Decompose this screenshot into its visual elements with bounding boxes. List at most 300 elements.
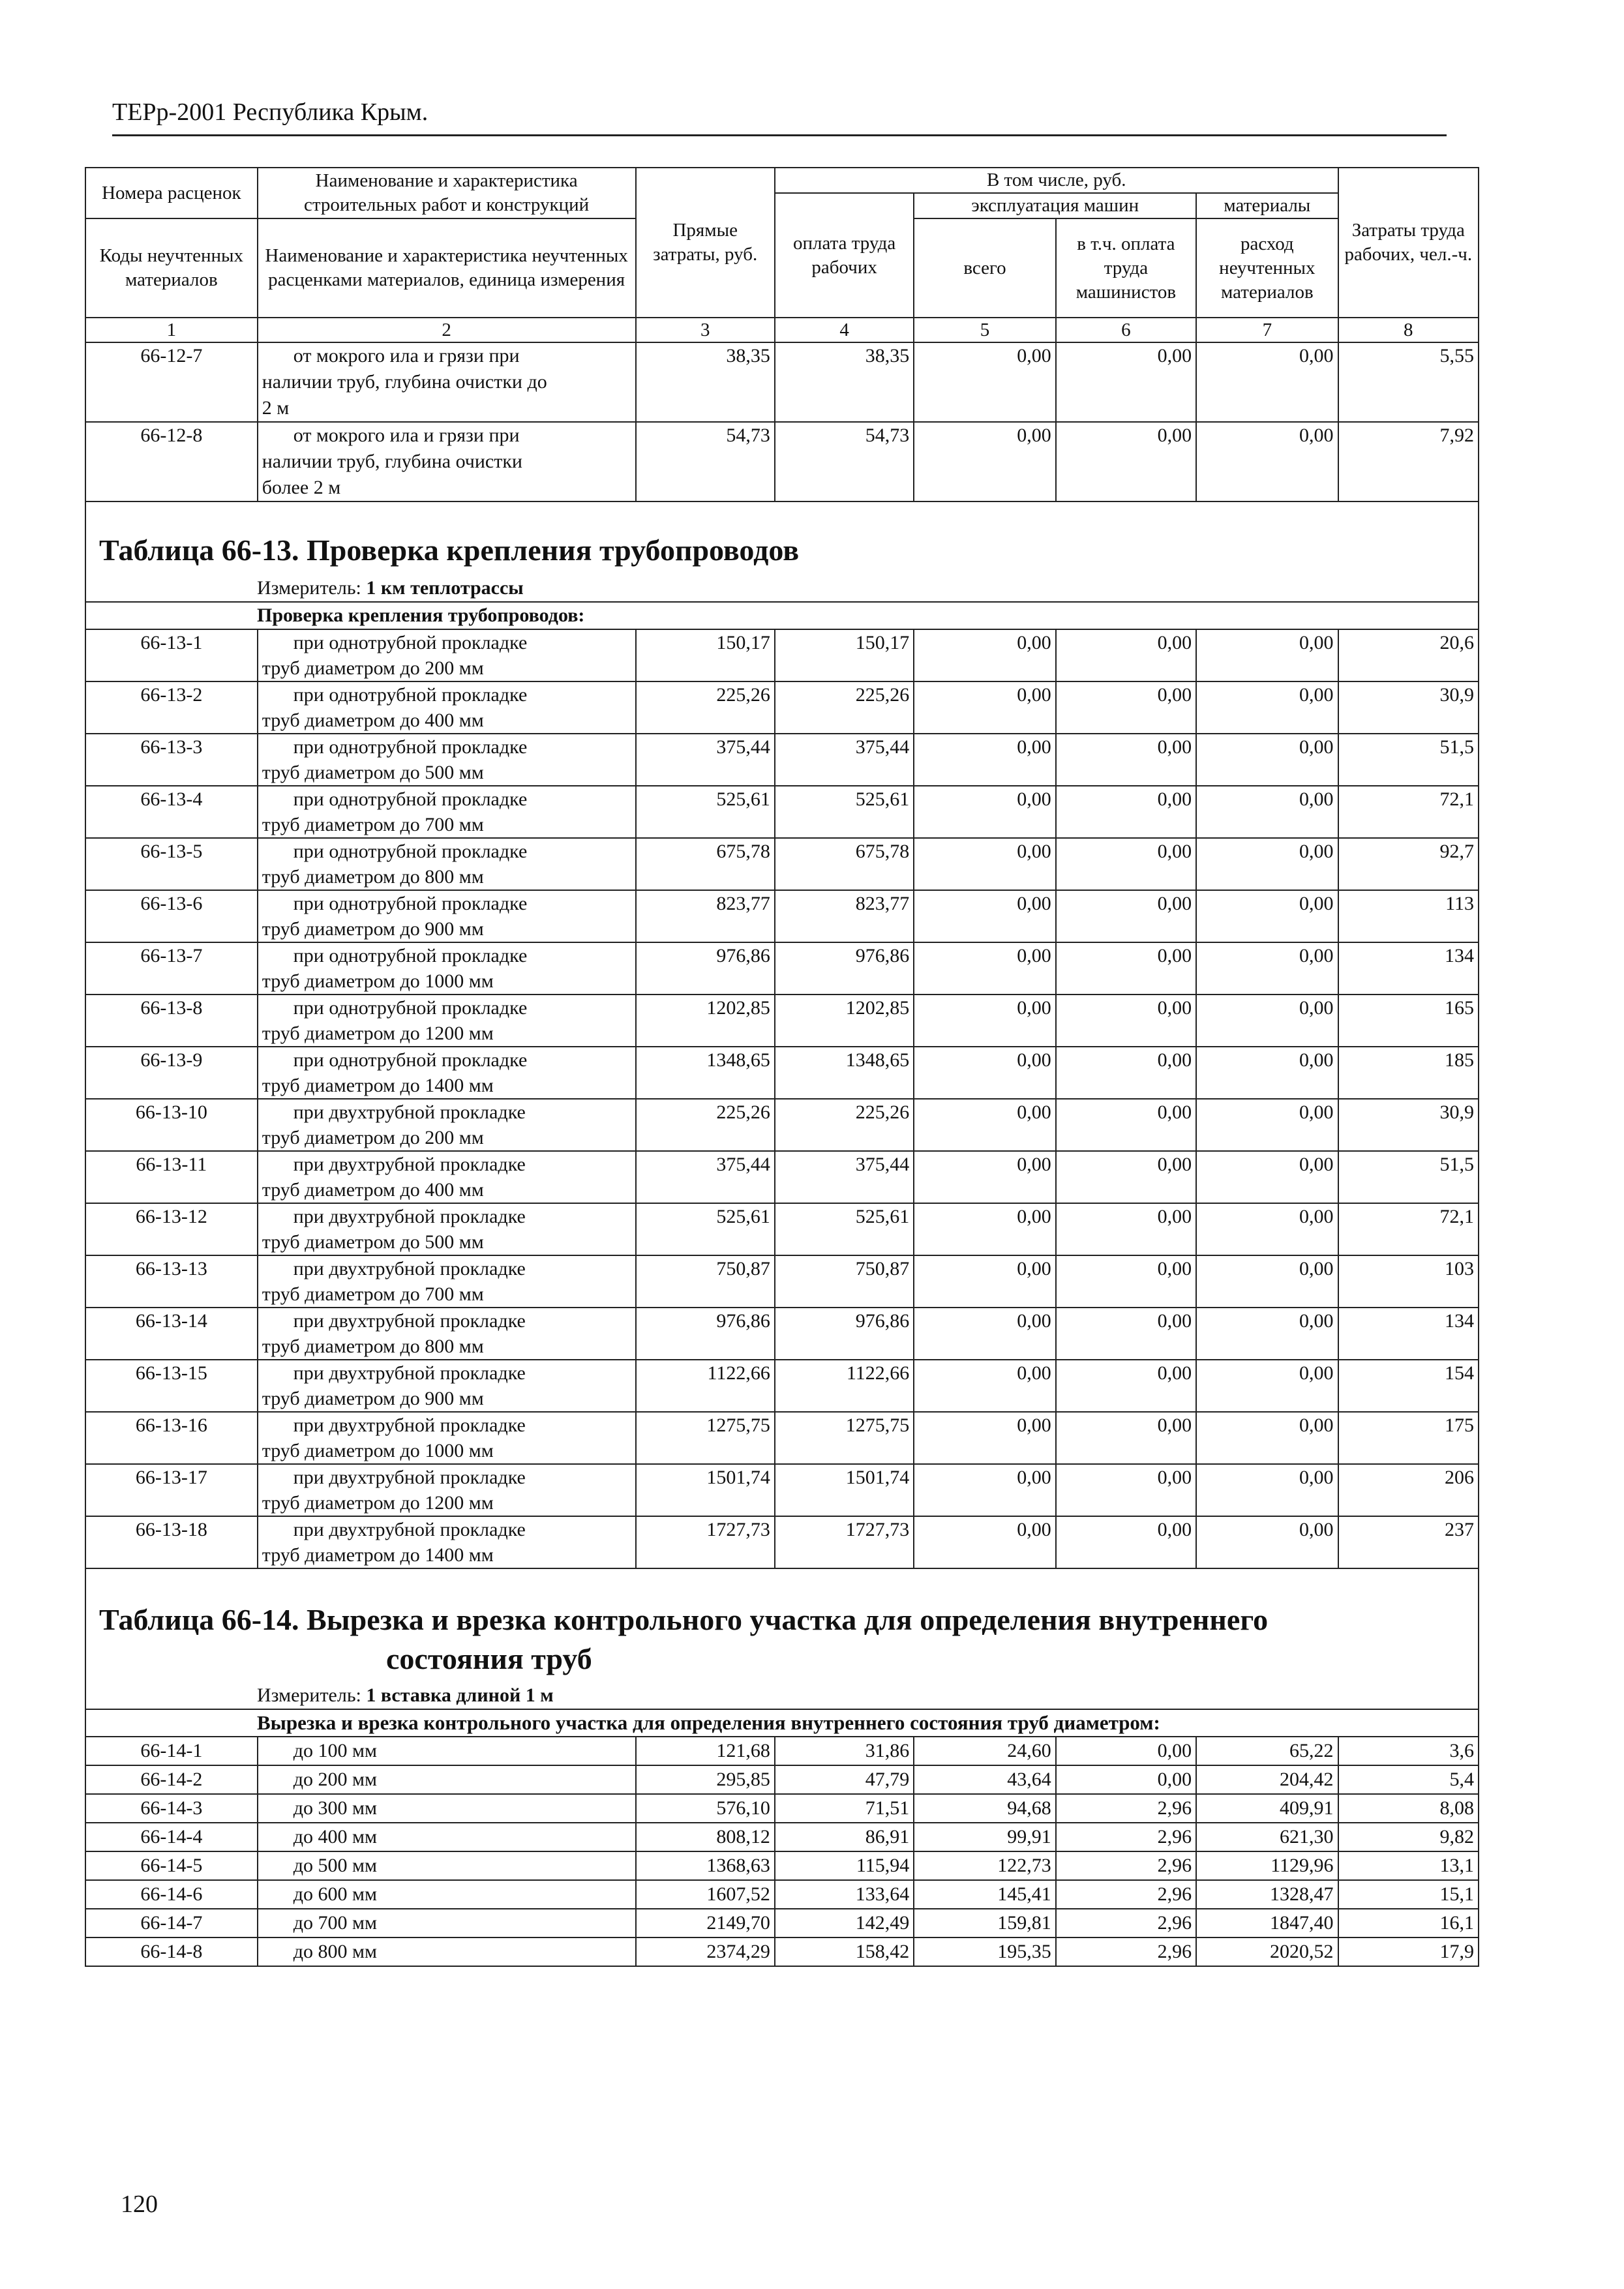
description-line: при двухтрубной прокладке <box>293 1154 526 1175</box>
value-operators: 0,00 <box>1056 786 1196 838</box>
value-materials: 0,00 <box>1196 734 1338 786</box>
value-operators: 0,00 <box>1056 629 1196 681</box>
description-line: наличии труб, глубина очистки до <box>262 371 547 393</box>
rate-description <box>258 1151 636 1203</box>
rate-description <box>258 1516 636 1568</box>
value-wages: 71,51 <box>775 1794 914 1823</box>
value-operators: 0,00 <box>1056 1464 1196 1516</box>
rate-code: 66-13-13 <box>85 1255 258 1308</box>
description-line: труб диаметром до 700 мм <box>262 814 484 835</box>
value-machines: 99,91 <box>914 1823 1055 1851</box>
description-line: 2 м <box>262 397 290 419</box>
value-labor: 8,08 <box>1338 1794 1479 1823</box>
rate-code: 66-14-6 <box>85 1880 258 1909</box>
value-materials: 621,30 <box>1196 1823 1338 1851</box>
value-materials: 0,00 <box>1196 1412 1338 1464</box>
value-machines: 195,35 <box>914 1937 1055 1966</box>
col3-header: Прямые затраты, руб. <box>636 168 775 318</box>
value-machines: 145,41 <box>914 1880 1055 1909</box>
description-line: при двухтрубной прокладке <box>293 1519 526 1540</box>
rate-description: до 600 мм <box>258 1880 636 1909</box>
table-row <box>85 1047 1479 1099</box>
rate-code: 66-14-1 <box>85 1737 258 1765</box>
description-line: при однотрубной прокладке <box>293 788 528 810</box>
header-row-1 <box>85 168 1479 193</box>
value-labor: 51,5 <box>1338 1151 1479 1203</box>
value-operators: 0,00 <box>1056 422 1196 501</box>
description-line: при двухтрубной прокладке <box>293 1414 526 1436</box>
description-line: при двухтрубной прокладке <box>293 1258 526 1279</box>
rate-description <box>258 629 636 681</box>
table-row <box>85 1412 1479 1464</box>
description-line: при однотрубной прокладке <box>293 945 528 966</box>
value-machines: 159,81 <box>914 1909 1055 1937</box>
rate-description: до 800 мм <box>258 1937 636 1966</box>
value-machines: 0,00 <box>914 1412 1055 1464</box>
table-row <box>85 890 1479 942</box>
description-line: труб диаметром до 400 мм <box>262 1179 484 1201</box>
value-wages: 1727,73 <box>775 1516 914 1568</box>
col-number: 1 <box>85 318 258 342</box>
rate-code: 66-14-8 <box>85 1937 258 1966</box>
value-direct: 2374,29 <box>636 1937 775 1966</box>
description-line: от мокрого ила и грязи при <box>293 425 520 446</box>
rate-description <box>258 1360 636 1412</box>
value-direct: 525,61 <box>636 1203 775 1255</box>
description-line: труб диаметром до 800 мм <box>262 1336 484 1357</box>
rate-code: 66-14-2 <box>85 1765 258 1794</box>
value-operators: 0,00 <box>1056 1047 1196 1099</box>
rate-description: до 500 мм <box>258 1851 636 1880</box>
value-direct: 1501,74 <box>636 1464 775 1516</box>
value-direct: 295,85 <box>636 1765 775 1794</box>
page-number: 120 <box>121 2191 158 2218</box>
rate-description: до 400 мм <box>258 1823 636 1851</box>
rate-description <box>258 1047 636 1099</box>
table-row <box>85 1203 1479 1255</box>
table14-measure-label: Измеритель: <box>257 1684 361 1706</box>
value-operators: 0,00 <box>1056 838 1196 890</box>
col1-bottom-header: Коды неучтенных материалов <box>85 218 258 318</box>
table-row <box>85 838 1479 890</box>
value-labor: 175 <box>1338 1412 1479 1464</box>
table-row <box>85 1823 1479 1851</box>
rate-code: 66-13-8 <box>85 995 258 1047</box>
rate-code: 66-13-2 <box>85 681 258 734</box>
value-machines: 94,68 <box>914 1794 1055 1823</box>
value-materials: 1847,40 <box>1196 1909 1338 1937</box>
value-direct: 225,26 <box>636 1099 775 1151</box>
value-direct: 1368,63 <box>636 1851 775 1880</box>
rate-code: 66-13-18 <box>85 1516 258 1568</box>
rate-code: 66-13-9 <box>85 1047 258 1099</box>
rate-code: 66-13-12 <box>85 1203 258 1255</box>
value-labor: 13,1 <box>1338 1851 1479 1880</box>
value-wages: 142,49 <box>775 1909 914 1937</box>
value-materials: 0,00 <box>1196 1203 1338 1255</box>
value-materials: 0,00 <box>1196 681 1338 734</box>
description-line: при двухтрубной прокладке <box>293 1467 526 1488</box>
value-direct: 808,12 <box>636 1823 775 1851</box>
table13-body <box>85 629 1479 1568</box>
description-line: при однотрубной прокладке <box>293 893 528 914</box>
description-line: труб диаметром до 400 мм <box>262 710 484 731</box>
rate-description <box>258 1308 636 1360</box>
col-number: 4 <box>775 318 914 342</box>
description-line: труб диаметром до 200 мм <box>262 1127 484 1148</box>
value-direct: 375,44 <box>636 734 775 786</box>
table-row <box>85 1516 1479 1568</box>
rate-description: до 300 мм <box>258 1794 636 1823</box>
description-line: при однотрубной прокладке <box>293 684 528 706</box>
value-materials: 409,91 <box>1196 1794 1338 1823</box>
table12-body <box>85 342 1479 501</box>
col5-header: всего <box>914 218 1055 318</box>
value-operators: 0,00 <box>1056 681 1196 734</box>
value-wages: 976,86 <box>775 942 914 995</box>
value-materials: 0,00 <box>1196 786 1338 838</box>
column-number-row <box>85 318 1479 342</box>
value-machines: 0,00 <box>914 1464 1055 1516</box>
value-direct: 1727,73 <box>636 1516 775 1568</box>
table13-measure-row <box>85 575 1479 602</box>
description-line: труб диаметром до 800 мм <box>262 866 484 888</box>
group-header: В том числе, руб. <box>775 168 1338 193</box>
value-direct: 121,68 <box>636 1737 775 1765</box>
rate-description <box>258 1203 636 1255</box>
value-machines: 24,60 <box>914 1737 1055 1765</box>
col-number: 7 <box>1196 318 1338 342</box>
value-materials: 1328,47 <box>1196 1880 1338 1909</box>
value-machines: 0,00 <box>914 1360 1055 1412</box>
value-materials: 0,00 <box>1196 1308 1338 1360</box>
value-labor: 134 <box>1338 1308 1479 1360</box>
value-materials: 0,00 <box>1196 942 1338 995</box>
col2-bottom-header: Наименование и характеристика неучтенных расценками материалов, единица измерения <box>258 218 636 318</box>
value-direct: 54,73 <box>636 422 775 501</box>
value-wages: 375,44 <box>775 734 914 786</box>
value-wages: 225,26 <box>775 1099 914 1151</box>
table-row <box>85 629 1479 681</box>
description-line: при однотрубной прокладке <box>293 632 528 653</box>
value-wages: 525,61 <box>775 786 914 838</box>
value-labor: 7,92 <box>1338 422 1479 501</box>
table-row <box>85 1937 1479 1966</box>
table14-measure-value: 1 вставка длиной 1 м <box>366 1684 554 1706</box>
rate-code: 66-14-7 <box>85 1909 258 1937</box>
value-materials: 0,00 <box>1196 1047 1338 1099</box>
table13-title: Таблица 66-13. Проверка крепления трубопроводов <box>99 533 800 567</box>
rate-description <box>258 786 636 838</box>
value-materials: 0,00 <box>1196 890 1338 942</box>
table-row <box>85 1737 1479 1765</box>
rate-code: 66-13-1 <box>85 629 258 681</box>
rate-code: 66-13-10 <box>85 1099 258 1151</box>
col-number: 5 <box>914 318 1055 342</box>
value-direct: 1275,75 <box>636 1412 775 1464</box>
value-direct: 823,77 <box>636 890 775 942</box>
description-line: при однотрубной прокладке <box>293 997 528 1019</box>
value-direct: 375,44 <box>636 1151 775 1203</box>
value-operators: 0,00 <box>1056 1360 1196 1412</box>
page-header: ТЕРр-2001 Республика Крым. <box>112 98 429 126</box>
description-line: наличии труб, глубина очистки <box>262 451 522 472</box>
value-operators: 0,00 <box>1056 1765 1196 1794</box>
table14-body <box>85 1737 1479 1966</box>
table-row <box>85 1099 1479 1151</box>
value-operators: 0,00 <box>1056 342 1196 422</box>
value-machines: 0,00 <box>914 890 1055 942</box>
value-labor: 30,9 <box>1338 1099 1479 1151</box>
value-wages: 115,94 <box>775 1851 914 1880</box>
value-wages: 38,35 <box>775 342 914 422</box>
col1-top-header: Номера расценок <box>85 168 258 218</box>
value-materials: 0,00 <box>1196 1360 1338 1412</box>
table14-title-line1: Таблица 66-14. Вырезка и врезка контрольного участка для определения внутреннего <box>99 1603 1269 1636</box>
value-machines: 0,00 <box>914 681 1055 734</box>
rate-description <box>258 838 636 890</box>
value-materials: 0,00 <box>1196 1151 1338 1203</box>
table13-measure-value: 1 км теплотрассы <box>366 577 524 599</box>
value-direct: 1202,85 <box>636 995 775 1047</box>
value-labor: 206 <box>1338 1464 1479 1516</box>
description-line: труб диаметром до 900 мм <box>262 918 484 940</box>
value-materials: 0,00 <box>1196 838 1338 890</box>
rate-code: 66-14-5 <box>85 1851 258 1880</box>
description-line: труб диаметром до 700 мм <box>262 1283 484 1305</box>
description-line: при двухтрубной прокладке <box>293 1101 526 1123</box>
table-row <box>85 942 1479 995</box>
rate-description <box>258 422 636 501</box>
rate-code: 66-12-7 <box>85 342 258 422</box>
value-labor: 15,1 <box>1338 1880 1479 1909</box>
value-direct: 976,86 <box>636 1308 775 1360</box>
value-materials: 0,00 <box>1196 995 1338 1047</box>
table-row <box>85 1360 1479 1412</box>
table13-measure-label: Измеритель: <box>257 577 361 599</box>
value-labor: 113 <box>1338 890 1479 942</box>
table14-title-row <box>85 1568 1479 1683</box>
value-labor: 134 <box>1338 942 1479 995</box>
value-labor: 51,5 <box>1338 734 1479 786</box>
rate-description <box>258 1099 636 1151</box>
rate-description <box>258 1412 636 1464</box>
rate-description: до 700 мм <box>258 1909 636 1937</box>
value-machines: 0,00 <box>914 422 1055 501</box>
table14-section: Вырезка и врезка контрольного участка для определения внутреннего состояния труб диаметром: <box>85 1709 1479 1737</box>
table13-section: Проверка крепления трубопроводов: <box>85 602 1479 629</box>
rate-code: 66-13-15 <box>85 1360 258 1412</box>
value-wages: 158,42 <box>775 1937 914 1966</box>
table-row <box>85 1151 1479 1203</box>
rate-description <box>258 890 636 942</box>
value-direct: 1348,65 <box>636 1047 775 1099</box>
description-line: при двухтрубной прокладке <box>293 1362 526 1384</box>
col-number: 6 <box>1056 318 1196 342</box>
description-line: при однотрубной прокладке <box>293 1049 528 1071</box>
rate-code: 66-12-8 <box>85 422 258 501</box>
value-direct: 2149,70 <box>636 1909 775 1937</box>
table-row <box>85 1308 1479 1360</box>
value-materials: 0,00 <box>1196 629 1338 681</box>
value-operators: 2,96 <box>1056 1823 1196 1851</box>
description-line: более 2 м <box>262 477 341 498</box>
description-line: труб диаметром до 1200 мм <box>262 1492 494 1514</box>
value-labor: 9,82 <box>1338 1823 1479 1851</box>
value-labor: 16,1 <box>1338 1909 1479 1937</box>
value-wages: 133,64 <box>775 1880 914 1909</box>
description-line: труб диаметром до 500 мм <box>262 1231 484 1253</box>
value-machines: 0,00 <box>914 838 1055 890</box>
value-operators: 0,00 <box>1056 1737 1196 1765</box>
description-line: труб диаметром до 500 мм <box>262 762 484 783</box>
value-machines: 0,00 <box>914 1151 1055 1203</box>
col7-header: расход неучтенных материалов <box>1196 218 1338 318</box>
value-wages: 976,86 <box>775 1308 914 1360</box>
table13-title-row <box>85 501 1479 575</box>
value-wages: 47,79 <box>775 1765 914 1794</box>
table14-measure-row <box>85 1683 1479 1709</box>
value-wages: 1348,65 <box>775 1047 914 1099</box>
value-direct: 1607,52 <box>636 1880 775 1909</box>
value-labor: 92,7 <box>1338 838 1479 890</box>
rate-code: 66-13-6 <box>85 890 258 942</box>
value-direct: 150,17 <box>636 629 775 681</box>
description-line: от мокрого ила и грязи при <box>293 345 520 367</box>
col2-top-header: Наименование и характеристика строительных работ и конструкций <box>258 168 636 218</box>
value-labor: 5,55 <box>1338 342 1479 422</box>
value-operators: 0,00 <box>1056 1151 1196 1203</box>
value-operators: 0,00 <box>1056 1516 1196 1568</box>
value-operators: 0,00 <box>1056 734 1196 786</box>
description-line: труб диаметром до 1400 мм <box>262 1544 494 1566</box>
col-number: 8 <box>1338 318 1479 342</box>
description-line: труб диаметром до 200 мм <box>262 657 484 679</box>
value-labor: 165 <box>1338 995 1479 1047</box>
table-row <box>85 1880 1479 1909</box>
col-number: 2 <box>258 318 636 342</box>
value-operators: 2,96 <box>1056 1851 1196 1880</box>
value-wages: 1122,66 <box>775 1360 914 1412</box>
table-row <box>85 734 1479 786</box>
table-row <box>85 1765 1479 1794</box>
description-line: при однотрубной прокладке <box>293 736 528 758</box>
table-row <box>85 422 1479 501</box>
value-wages: 150,17 <box>775 629 914 681</box>
value-operators: 0,00 <box>1056 995 1196 1047</box>
table14-title-line2: состояния труб <box>386 1642 592 1675</box>
value-labor: 30,9 <box>1338 681 1479 734</box>
description-line: труб диаметром до 1400 мм <box>262 1075 494 1096</box>
value-labor: 154 <box>1338 1360 1479 1412</box>
description-line: труб диаметром до 1200 мм <box>262 1023 494 1044</box>
value-labor: 185 <box>1338 1047 1479 1099</box>
rate-description <box>258 942 636 995</box>
value-labor: 3,6 <box>1338 1737 1479 1765</box>
value-wages: 225,26 <box>775 681 914 734</box>
table-row <box>85 342 1479 422</box>
value-operators: 2,96 <box>1056 1794 1196 1823</box>
table13-section-row <box>85 602 1479 629</box>
value-operators: 0,00 <box>1056 890 1196 942</box>
machines-header: эксплуатация машин <box>914 193 1196 218</box>
value-direct: 225,26 <box>636 681 775 734</box>
value-labor: 17,9 <box>1338 1937 1479 1966</box>
description-line: труб диаметром до 900 мм <box>262 1388 484 1409</box>
value-materials: 0,00 <box>1196 1255 1338 1308</box>
rate-code: 66-13-14 <box>85 1308 258 1360</box>
value-wages: 31,86 <box>775 1737 914 1765</box>
rate-description: до 100 мм <box>258 1737 636 1765</box>
value-direct: 1122,66 <box>636 1360 775 1412</box>
value-wages: 525,61 <box>775 1203 914 1255</box>
value-machines: 0,00 <box>914 734 1055 786</box>
value-materials: 1129,96 <box>1196 1851 1338 1880</box>
value-direct: 675,78 <box>636 838 775 890</box>
table-row <box>85 1794 1479 1823</box>
table-row <box>85 1851 1479 1880</box>
value-labor: 237 <box>1338 1516 1479 1568</box>
value-machines: 0,00 <box>914 629 1055 681</box>
value-wages: 675,78 <box>775 838 914 890</box>
rate-description <box>258 734 636 786</box>
value-machines: 0,00 <box>914 995 1055 1047</box>
value-operators: 2,96 <box>1056 1909 1196 1937</box>
rate-code: 66-13-11 <box>85 1151 258 1203</box>
table-row <box>85 1255 1479 1308</box>
value-machines: 0,00 <box>914 1255 1055 1308</box>
value-operators: 2,96 <box>1056 1937 1196 1966</box>
description-line: при однотрубной прокладке <box>293 841 528 862</box>
value-wages: 54,73 <box>775 422 914 501</box>
value-labor: 20,6 <box>1338 629 1479 681</box>
rate-code: 66-14-3 <box>85 1794 258 1823</box>
value-materials: 0,00 <box>1196 1516 1338 1568</box>
col6-header: в т.ч. оплата труда машинистов <box>1056 218 1196 318</box>
value-materials: 0,00 <box>1196 422 1338 501</box>
value-operators: 0,00 <box>1056 1412 1196 1464</box>
value-labor: 103 <box>1338 1255 1479 1308</box>
value-operators: 0,00 <box>1056 942 1196 995</box>
value-machines: 122,73 <box>914 1851 1055 1880</box>
description-line: при двухтрубной прокладке <box>293 1206 526 1227</box>
table-row <box>85 786 1479 838</box>
value-machines: 0,00 <box>914 342 1055 422</box>
rate-description <box>258 1464 636 1516</box>
value-materials: 2020,52 <box>1196 1937 1338 1966</box>
rate-description: до 200 мм <box>258 1765 636 1794</box>
value-operators: 2,96 <box>1056 1880 1196 1909</box>
value-wages: 375,44 <box>775 1151 914 1203</box>
rate-description <box>258 342 636 422</box>
rates-table <box>85 167 1479 1967</box>
value-operators: 0,00 <box>1056 1203 1196 1255</box>
value-machines: 0,00 <box>914 1308 1055 1360</box>
table-row <box>85 1909 1479 1937</box>
description-line: труб диаметром до 1000 мм <box>262 1440 494 1461</box>
rate-description <box>258 1255 636 1308</box>
value-direct: 750,87 <box>636 1255 775 1308</box>
rate-code: 66-13-16 <box>85 1412 258 1464</box>
value-machines: 0,00 <box>914 1099 1055 1151</box>
value-wages: 750,87 <box>775 1255 914 1308</box>
rate-code: 66-14-4 <box>85 1823 258 1851</box>
description-line: труб диаметром до 1000 мм <box>262 970 494 992</box>
table14-section-row <box>85 1709 1479 1737</box>
value-operators: 0,00 <box>1056 1308 1196 1360</box>
rate-description <box>258 995 636 1047</box>
value-wages: 1275,75 <box>775 1412 914 1464</box>
